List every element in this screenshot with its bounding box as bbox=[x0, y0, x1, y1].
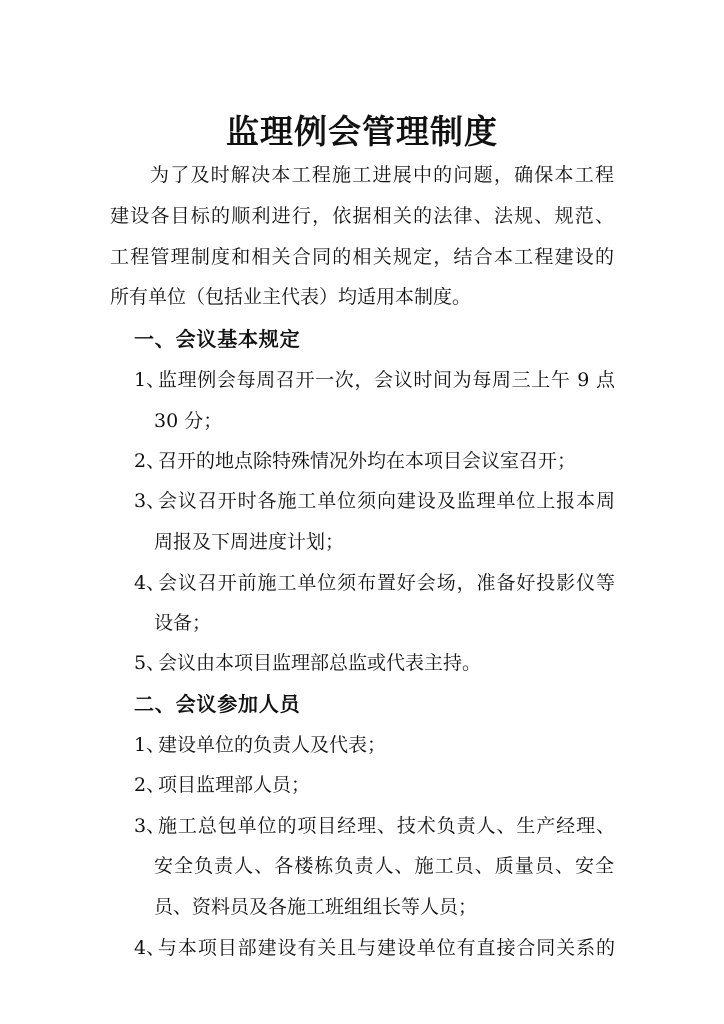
item-number: 2、 bbox=[134, 450, 166, 472]
list-item bbox=[134, 452, 615, 471]
list-item bbox=[134, 492, 615, 511]
list-item bbox=[134, 654, 615, 673]
item-number: 1、 bbox=[134, 734, 166, 756]
list-item bbox=[134, 939, 615, 958]
item-text: 与本项目部建设有关且与建设单位有直接合同关系的 bbox=[158, 937, 615, 959]
section-heading: 二、会议参加人员 bbox=[134, 692, 301, 716]
item-continuation: 设备； bbox=[154, 612, 212, 634]
list-item bbox=[134, 371, 615, 390]
item-number: 3、 bbox=[134, 490, 166, 512]
intro-line: 所有单位（包括业主代表）均适用本制度。 bbox=[110, 286, 472, 308]
item-number: 2、 bbox=[134, 774, 166, 796]
item-text: 会议召开前施工单位须布置好会场，准备好投影仪等 bbox=[158, 572, 615, 594]
intro-line: 为了及时解决本工程施工进展中的问题，确保本工程 bbox=[150, 164, 614, 186]
list-item bbox=[134, 817, 615, 836]
item-number: 3、 bbox=[134, 815, 166, 837]
list-item bbox=[134, 776, 615, 795]
item-number: 4、 bbox=[134, 572, 166, 594]
intro-line: 建设各目标的顺利进行，依据相关的法律、法规、规范、 bbox=[110, 205, 614, 227]
item-text: 建设单位的负责人及代表； bbox=[158, 734, 387, 756]
intro-line: 工程管理制度和相关合同的相关规定，结合本工程建设的 bbox=[110, 246, 614, 268]
item-number: 1、 bbox=[134, 369, 166, 391]
item-continuation: 周报及下周进度计划； bbox=[154, 531, 345, 553]
item-continuation: 30 分； bbox=[154, 410, 223, 432]
item-continuation: 员、资料员及各施工班组组长等人员； bbox=[154, 896, 478, 918]
document-title: 监理例会管理制度 bbox=[226, 112, 498, 151]
item-text: 施工总包单位的项目经理、技术负责人、生产经理、 bbox=[158, 815, 615, 837]
section-heading: 一、会议基本规定 bbox=[134, 327, 301, 351]
item-text: 召开的地点除特殊情况外均在本项目会议室召开； bbox=[158, 450, 577, 472]
item-number: 5、 bbox=[134, 652, 166, 674]
item-number: 4、 bbox=[134, 937, 166, 959]
item-text: 监理例会每周召开一次，会议时间为每周三上午 9 点 bbox=[158, 369, 615, 391]
list-item bbox=[134, 574, 615, 593]
item-continuation: 安全负责人、各楼栋负责人、施工员、质量员、安全 bbox=[154, 855, 614, 877]
item-text: 项目监理部人员； bbox=[158, 774, 311, 796]
item-text: 会议召开时各施工单位须向建设及监理单位上报本周 bbox=[158, 490, 615, 512]
list-item bbox=[134, 736, 615, 755]
item-text: 会议由本项目监理部总监或代表主持。 bbox=[158, 652, 482, 674]
